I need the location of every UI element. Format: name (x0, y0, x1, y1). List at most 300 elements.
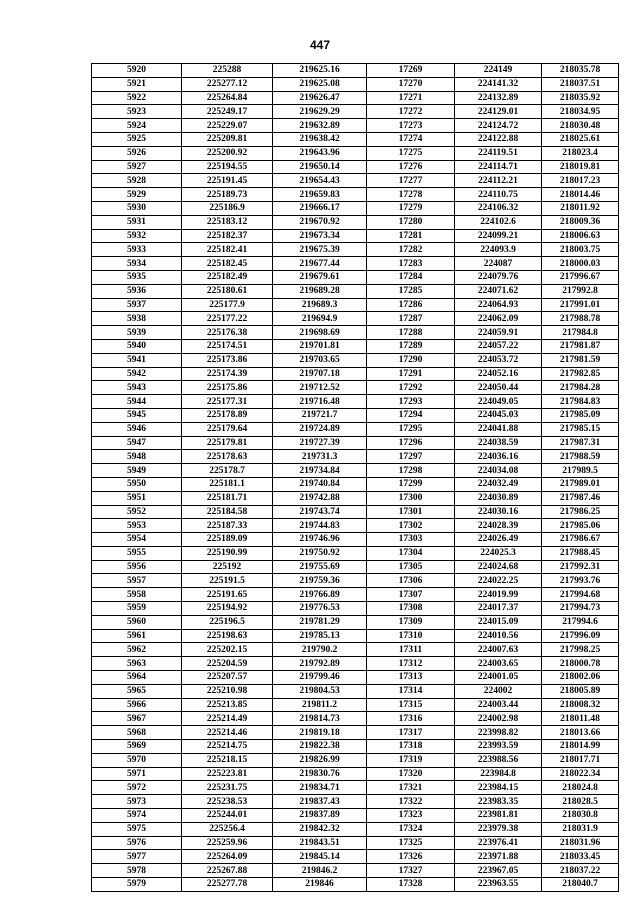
coord-y-b-cell: 217989.5 (542, 464, 619, 478)
point-number-a-cell: 5926 (92, 146, 182, 160)
point-number-a-cell: 5963 (92, 657, 182, 671)
table-row (92, 505, 619, 519)
coord-x-a-cell: 225178.7 (182, 464, 273, 478)
point-number-a-cell: 5930 (92, 201, 182, 215)
table-row (92, 781, 619, 795)
table-row (92, 119, 619, 133)
table-row (92, 643, 619, 657)
coord-x-b-cell: 224129.01 (455, 105, 542, 119)
point-number-b-cell: 17322 (367, 795, 455, 809)
point-number-b-cell: 17274 (367, 132, 455, 146)
coord-y-b-cell: 218037.51 (542, 77, 619, 91)
coord-x-b-cell: 224102.6 (455, 215, 542, 229)
coord-x-b-cell: 223984.15 (455, 781, 542, 795)
coord-x-a-cell: 225214.46 (182, 726, 273, 740)
coord-y-a-cell: 219625.16 (273, 64, 367, 78)
point-number-a-cell: 5947 (92, 436, 182, 450)
table-row (92, 408, 619, 422)
coord-y-a-cell: 219632.89 (273, 119, 367, 133)
table-row (92, 381, 619, 395)
coord-x-a-cell: 225277.78 (182, 878, 273, 892)
point-number-a-cell: 5927 (92, 160, 182, 174)
coord-y-b-cell: 218005.89 (542, 684, 619, 698)
coord-x-b-cell: 223971.88 (455, 850, 542, 864)
point-number-b-cell: 17305 (367, 560, 455, 574)
point-number-b-cell: 17297 (367, 450, 455, 464)
coord-x-a-cell: 225213.85 (182, 698, 273, 712)
coord-y-a-cell: 219804.53 (273, 684, 367, 698)
point-number-a-cell: 5942 (92, 367, 182, 381)
coord-x-a-cell: 225204.59 (182, 657, 273, 671)
coord-y-b-cell: 218035.92 (542, 91, 619, 105)
coord-y-b-cell: 218009.36 (542, 215, 619, 229)
coord-x-a-cell: 225238.53 (182, 795, 273, 809)
coord-y-a-cell: 219677.44 (273, 257, 367, 271)
table-row (92, 767, 619, 781)
coord-x-a-cell: 225179.64 (182, 422, 273, 436)
point-number-b-cell: 17292 (367, 381, 455, 395)
coord-y-b-cell: 218030.8 (542, 809, 619, 823)
coord-y-b-cell: 218037.22 (542, 864, 619, 878)
coord-x-b-cell: 224122.88 (455, 132, 542, 146)
coord-y-a-cell: 219724.89 (273, 422, 367, 436)
table-row (92, 132, 619, 146)
point-number-a-cell: 5979 (92, 878, 182, 892)
table-row (92, 105, 619, 119)
point-number-b-cell: 17298 (367, 464, 455, 478)
coord-x-a-cell: 225207.57 (182, 671, 273, 685)
coord-x-b-cell: 223976.41 (455, 836, 542, 850)
point-number-b-cell: 17288 (367, 326, 455, 340)
point-number-a-cell: 5975 (92, 822, 182, 836)
point-number-b-cell: 17327 (367, 864, 455, 878)
point-number-a-cell: 5949 (92, 464, 182, 478)
coord-x-a-cell: 225194.55 (182, 160, 273, 174)
table-row (92, 533, 619, 547)
point-number-a-cell: 5944 (92, 395, 182, 409)
point-number-a-cell: 5940 (92, 339, 182, 353)
coord-x-b-cell: 223967.05 (455, 864, 542, 878)
coord-x-a-cell: 225186.9 (182, 201, 273, 215)
table-row (92, 712, 619, 726)
coord-y-a-cell: 219744.83 (273, 519, 367, 533)
point-number-a-cell: 5948 (92, 450, 182, 464)
point-number-a-cell: 5945 (92, 408, 182, 422)
coord-y-a-cell: 219790.2 (273, 643, 367, 657)
coord-y-a-cell: 219650.14 (273, 160, 367, 174)
coord-x-b-cell: 224019.99 (455, 588, 542, 602)
coord-y-a-cell: 219740.84 (273, 477, 367, 491)
coord-y-b-cell: 217988.45 (542, 546, 619, 560)
coord-y-b-cell: 218040.7 (542, 878, 619, 892)
point-number-b-cell: 17317 (367, 726, 455, 740)
coord-x-b-cell: 224028.39 (455, 519, 542, 533)
point-number-a-cell: 5960 (92, 615, 182, 629)
coord-y-a-cell: 219843.51 (273, 836, 367, 850)
coord-y-b-cell: 217985.09 (542, 408, 619, 422)
coord-x-b-cell: 223998.82 (455, 726, 542, 740)
coord-x-a-cell: 225182.45 (182, 257, 273, 271)
coord-y-b-cell: 217981.59 (542, 353, 619, 367)
coord-x-a-cell: 225200.92 (182, 146, 273, 160)
point-number-a-cell: 5935 (92, 270, 182, 284)
coord-y-b-cell: 217989.01 (542, 477, 619, 491)
table-row (92, 615, 619, 629)
coord-y-b-cell: 217994.68 (542, 588, 619, 602)
point-number-a-cell: 5970 (92, 753, 182, 767)
table-row (92, 726, 619, 740)
coord-x-a-cell: 225214.75 (182, 740, 273, 754)
coord-y-b-cell: 218014.99 (542, 740, 619, 754)
point-number-a-cell: 5929 (92, 188, 182, 202)
coord-x-b-cell: 224001.05 (455, 671, 542, 685)
point-number-b-cell: 17286 (367, 298, 455, 312)
point-number-a-cell: 5958 (92, 588, 182, 602)
coord-x-b-cell: 224025.3 (455, 546, 542, 560)
point-number-b-cell: 17316 (367, 712, 455, 726)
coord-y-a-cell: 219842.32 (273, 822, 367, 836)
coord-x-b-cell: 224059.91 (455, 326, 542, 340)
coord-x-b-cell: 224052.16 (455, 367, 542, 381)
coord-y-b-cell: 217984.28 (542, 381, 619, 395)
coord-y-a-cell: 219689.3 (273, 298, 367, 312)
coord-x-b-cell: 224087 (455, 257, 542, 271)
coord-x-b-cell: 224050.44 (455, 381, 542, 395)
point-number-a-cell: 5920 (92, 64, 182, 78)
coord-y-a-cell: 219707.18 (273, 367, 367, 381)
table-row (92, 836, 619, 850)
coord-y-b-cell: 217988.78 (542, 312, 619, 326)
coord-y-b-cell: 218000.03 (542, 257, 619, 271)
coord-x-a-cell: 225178.89 (182, 408, 273, 422)
coord-x-b-cell: 223979.38 (455, 822, 542, 836)
coord-y-b-cell: 218002.06 (542, 671, 619, 685)
table-row (92, 284, 619, 298)
point-number-a-cell: 5964 (92, 671, 182, 685)
point-number-a-cell: 5966 (92, 698, 182, 712)
coord-x-a-cell: 225223.81 (182, 767, 273, 781)
table-row (92, 560, 619, 574)
coord-y-b-cell: 217984.83 (542, 395, 619, 409)
coord-y-a-cell: 219727.39 (273, 436, 367, 450)
point-number-b-cell: 17272 (367, 105, 455, 119)
coord-x-a-cell: 225256.4 (182, 822, 273, 836)
table-row (92, 740, 619, 754)
coord-y-b-cell: 217981.87 (542, 339, 619, 353)
point-number-b-cell: 17315 (367, 698, 455, 712)
coordinates-table-body (92, 64, 619, 892)
coord-x-a-cell: 225191.5 (182, 574, 273, 588)
coord-y-b-cell: 217993.76 (542, 574, 619, 588)
coord-y-a-cell: 219830.76 (273, 767, 367, 781)
coord-y-b-cell: 218017.71 (542, 753, 619, 767)
coord-x-a-cell: 225189.73 (182, 188, 273, 202)
coord-x-b-cell: 224034.08 (455, 464, 542, 478)
point-number-a-cell: 5959 (92, 602, 182, 616)
point-number-a-cell: 5921 (92, 77, 182, 91)
coord-x-b-cell: 223983.35 (455, 795, 542, 809)
point-number-b-cell: 17289 (367, 339, 455, 353)
point-number-b-cell: 17312 (367, 657, 455, 671)
coord-y-a-cell: 219845.14 (273, 850, 367, 864)
coord-y-a-cell: 219785.13 (273, 629, 367, 643)
table-row (92, 864, 619, 878)
coord-x-b-cell: 224149 (455, 64, 542, 78)
point-number-a-cell: 5969 (92, 740, 182, 754)
point-number-a-cell: 5938 (92, 312, 182, 326)
coord-x-b-cell: 224141.32 (455, 77, 542, 91)
point-number-a-cell: 5937 (92, 298, 182, 312)
point-number-a-cell: 5954 (92, 533, 182, 547)
table-row (92, 146, 619, 160)
table-row (92, 312, 619, 326)
coord-x-b-cell: 224007.63 (455, 643, 542, 657)
coord-x-b-cell: 224030.16 (455, 505, 542, 519)
coord-y-b-cell: 217982.85 (542, 367, 619, 381)
coord-x-b-cell: 224045.03 (455, 408, 542, 422)
point-number-a-cell: 5967 (92, 712, 182, 726)
coord-x-b-cell: 224003.65 (455, 657, 542, 671)
coord-x-a-cell: 225190.99 (182, 546, 273, 560)
coord-x-b-cell: 223963.55 (455, 878, 542, 892)
coord-y-a-cell: 219734.84 (273, 464, 367, 478)
table-row (92, 422, 619, 436)
coord-y-a-cell: 219811.2 (273, 698, 367, 712)
table-row (92, 215, 619, 229)
point-number-b-cell: 17282 (367, 243, 455, 257)
point-number-b-cell: 17283 (367, 257, 455, 271)
coord-x-a-cell: 225264.84 (182, 91, 273, 105)
point-number-b-cell: 17281 (367, 229, 455, 243)
coord-x-a-cell: 225191.45 (182, 174, 273, 188)
point-number-b-cell: 17325 (367, 836, 455, 850)
coord-x-a-cell: 225183.12 (182, 215, 273, 229)
table-row (92, 671, 619, 685)
coord-y-a-cell: 219689.28 (273, 284, 367, 298)
table-row (92, 229, 619, 243)
point-number-b-cell: 17277 (367, 174, 455, 188)
point-number-a-cell: 5928 (92, 174, 182, 188)
coord-x-a-cell: 225202.15 (182, 643, 273, 657)
coord-y-a-cell: 219846 (273, 878, 367, 892)
coord-x-a-cell: 225177.31 (182, 395, 273, 409)
point-number-a-cell: 5955 (92, 546, 182, 560)
point-number-a-cell: 5971 (92, 767, 182, 781)
coord-x-b-cell: 224057.22 (455, 339, 542, 353)
point-number-a-cell: 5965 (92, 684, 182, 698)
point-number-b-cell: 17324 (367, 822, 455, 836)
point-number-a-cell: 5952 (92, 505, 182, 519)
coord-y-b-cell: 218011.92 (542, 201, 619, 215)
table-row (92, 464, 619, 478)
coord-y-a-cell: 219666.17 (273, 201, 367, 215)
table-row (92, 519, 619, 533)
coord-x-a-cell: 225181.1 (182, 477, 273, 491)
point-number-b-cell: 17308 (367, 602, 455, 616)
table-row (92, 436, 619, 450)
table-row (92, 698, 619, 712)
table-row (92, 353, 619, 367)
point-number-b-cell: 17278 (367, 188, 455, 202)
coord-x-a-cell: 225189.09 (182, 533, 273, 547)
point-number-b-cell: 17320 (367, 767, 455, 781)
coord-x-a-cell: 225198.63 (182, 629, 273, 643)
coord-x-a-cell: 225277.12 (182, 77, 273, 91)
point-number-a-cell: 5946 (92, 422, 182, 436)
coord-x-a-cell: 225181.71 (182, 491, 273, 505)
point-number-b-cell: 17306 (367, 574, 455, 588)
coord-x-b-cell: 224079.76 (455, 270, 542, 284)
point-number-b-cell: 17299 (367, 477, 455, 491)
point-number-a-cell: 5973 (92, 795, 182, 809)
table-row (92, 339, 619, 353)
point-number-b-cell: 17296 (367, 436, 455, 450)
coord-x-a-cell: 225179.81 (182, 436, 273, 450)
coord-y-b-cell: 217994.6 (542, 615, 619, 629)
point-number-b-cell: 17301 (367, 505, 455, 519)
coord-x-a-cell: 225177.9 (182, 298, 273, 312)
coord-x-b-cell: 223984.8 (455, 767, 542, 781)
coord-x-b-cell: 224119.51 (455, 146, 542, 160)
coord-y-a-cell: 219626.47 (273, 91, 367, 105)
point-number-a-cell: 5962 (92, 643, 182, 657)
coord-y-a-cell: 219792.89 (273, 657, 367, 671)
coord-y-a-cell: 219759.36 (273, 574, 367, 588)
table-row (92, 574, 619, 588)
coord-y-b-cell: 218031.96 (542, 836, 619, 850)
coord-x-a-cell: 225178.63 (182, 450, 273, 464)
coord-x-b-cell: 224110.75 (455, 188, 542, 202)
point-number-b-cell: 17287 (367, 312, 455, 326)
coord-x-b-cell: 224114.71 (455, 160, 542, 174)
coord-x-b-cell: 224093.9 (455, 243, 542, 257)
table-row (92, 684, 619, 698)
page-number: 447 (309, 38, 331, 52)
point-number-a-cell: 5951 (92, 491, 182, 505)
coord-x-a-cell: 225184.58 (182, 505, 273, 519)
coord-y-b-cell: 217996.09 (542, 629, 619, 643)
coord-y-a-cell: 219670.92 (273, 215, 367, 229)
point-number-b-cell: 17295 (367, 422, 455, 436)
table-row (92, 753, 619, 767)
coord-x-b-cell: 224022.25 (455, 574, 542, 588)
point-number-a-cell: 5956 (92, 560, 182, 574)
coord-x-a-cell: 225182.37 (182, 229, 273, 243)
coord-y-b-cell: 217992.31 (542, 560, 619, 574)
point-number-b-cell: 17318 (367, 740, 455, 754)
point-number-b-cell: 17311 (367, 643, 455, 657)
coord-y-a-cell: 219743.74 (273, 505, 367, 519)
point-number-b-cell: 17280 (367, 215, 455, 229)
coord-x-b-cell: 224099.21 (455, 229, 542, 243)
coord-y-b-cell: 217998.25 (542, 643, 619, 657)
coord-x-b-cell: 224049.05 (455, 395, 542, 409)
coord-y-a-cell: 219799.46 (273, 671, 367, 685)
coord-y-b-cell: 217985.06 (542, 519, 619, 533)
coord-y-b-cell: 218014.46 (542, 188, 619, 202)
coord-x-b-cell: 224112.21 (455, 174, 542, 188)
coord-y-a-cell: 219654.43 (273, 174, 367, 188)
coord-x-a-cell: 225210.98 (182, 684, 273, 698)
coord-y-a-cell: 219731.3 (273, 450, 367, 464)
coord-y-a-cell: 219766.89 (273, 588, 367, 602)
coord-x-b-cell: 224041.88 (455, 422, 542, 436)
coord-x-b-cell: 224030.89 (455, 491, 542, 505)
coord-x-b-cell: 223981.81 (455, 809, 542, 823)
point-number-b-cell: 17294 (367, 408, 455, 422)
table-row (92, 491, 619, 505)
point-number-a-cell: 5933 (92, 243, 182, 257)
coord-x-b-cell: 224026.49 (455, 533, 542, 547)
coord-y-b-cell: 218025.61 (542, 132, 619, 146)
coord-x-a-cell: 225192 (182, 560, 273, 574)
coord-x-a-cell: 225218.15 (182, 753, 273, 767)
coord-y-b-cell: 217986.67 (542, 533, 619, 547)
coord-x-a-cell: 225244.01 (182, 809, 273, 823)
table-row (92, 850, 619, 864)
point-number-a-cell: 5977 (92, 850, 182, 864)
point-number-b-cell: 17307 (367, 588, 455, 602)
coord-x-b-cell: 223988.56 (455, 753, 542, 767)
table-row (92, 809, 619, 823)
coord-x-b-cell: 224015.09 (455, 615, 542, 629)
coordinates-table (91, 63, 619, 892)
table-row (92, 450, 619, 464)
coord-y-b-cell: 217992.8 (542, 284, 619, 298)
point-number-b-cell: 17269 (367, 64, 455, 78)
coord-y-b-cell: 218000.78 (542, 657, 619, 671)
point-number-b-cell: 17313 (367, 671, 455, 685)
point-number-b-cell: 17309 (367, 615, 455, 629)
point-number-a-cell: 5941 (92, 353, 182, 367)
coord-x-a-cell: 225175.86 (182, 381, 273, 395)
point-number-b-cell: 17270 (367, 77, 455, 91)
point-number-b-cell: 17310 (367, 629, 455, 643)
point-number-b-cell: 17290 (367, 353, 455, 367)
point-number-b-cell: 17293 (367, 395, 455, 409)
point-number-a-cell: 5931 (92, 215, 182, 229)
point-number-b-cell: 17271 (367, 91, 455, 105)
coord-x-b-cell: 223993.59 (455, 740, 542, 754)
coord-y-a-cell: 219822.38 (273, 740, 367, 754)
table-row (92, 795, 619, 809)
coord-x-b-cell: 224124.72 (455, 119, 542, 133)
point-number-b-cell: 17279 (367, 201, 455, 215)
coord-x-a-cell: 225182.49 (182, 270, 273, 284)
coord-y-b-cell: 217987.31 (542, 436, 619, 450)
coord-y-a-cell: 219742.88 (273, 491, 367, 505)
coord-x-a-cell: 225187.33 (182, 519, 273, 533)
table-row (92, 395, 619, 409)
coord-x-a-cell: 225267.88 (182, 864, 273, 878)
coord-x-a-cell: 225231.75 (182, 781, 273, 795)
coord-y-b-cell: 218022.34 (542, 767, 619, 781)
coord-y-b-cell: 218003.75 (542, 243, 619, 257)
point-number-a-cell: 5943 (92, 381, 182, 395)
coord-y-a-cell: 219834.71 (273, 781, 367, 795)
point-number-b-cell: 17302 (367, 519, 455, 533)
point-number-b-cell: 17275 (367, 146, 455, 160)
coord-y-a-cell: 219675.39 (273, 243, 367, 257)
point-number-a-cell: 5925 (92, 132, 182, 146)
coord-y-a-cell: 219755.69 (273, 560, 367, 574)
table-row (92, 477, 619, 491)
table-row (92, 657, 619, 671)
coord-x-a-cell: 225174.51 (182, 339, 273, 353)
coord-y-b-cell: 218031.9 (542, 822, 619, 836)
coord-y-a-cell: 219673.34 (273, 229, 367, 243)
coord-y-b-cell: 218013.66 (542, 726, 619, 740)
